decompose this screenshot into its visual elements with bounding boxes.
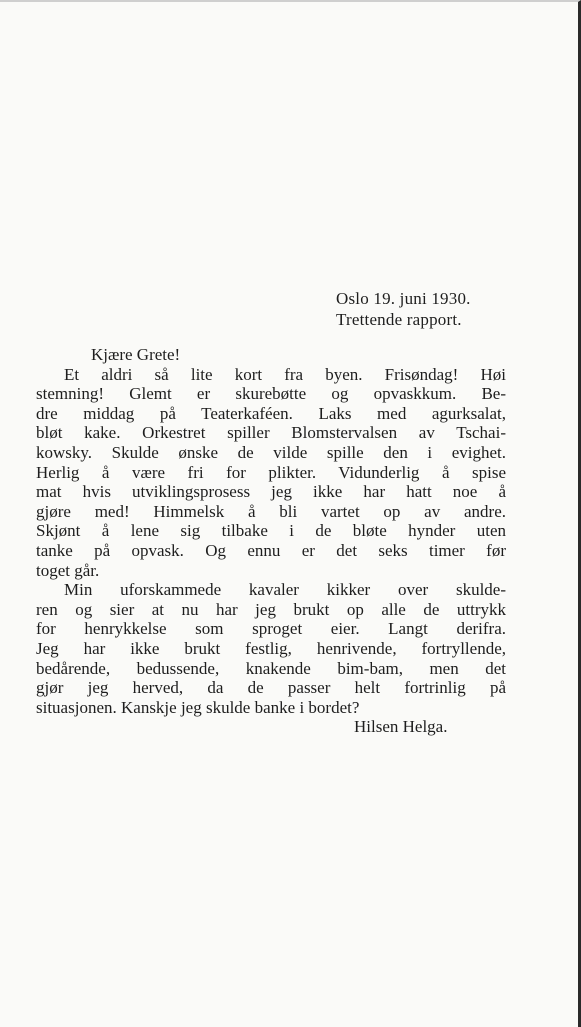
- letter-line: bedårende, bedussende, knakende bim-bam, men det: [36, 658, 506, 678]
- salutation: Kjære Grete!: [91, 345, 181, 364]
- letter-line: Et aldri så lite kort fra byen. Frisøndag! Høi: [64, 364, 506, 384]
- place-date: Oslo 19. juni 1930.: [336, 289, 471, 308]
- letter-line: dre middag på Teaterkaféen. Laks med agurksalat,: [36, 403, 506, 423]
- letter-header: [336, 288, 471, 330]
- letter-line: Skjønt å lene sig tilbake i de bløte hynder uten: [36, 521, 506, 541]
- letter-line: Herlig å være fri for plikter. Vidunderlig å spise: [36, 462, 506, 482]
- letter-line: bløt kake. Orkestret spiller Blomstervalsen av Tschai-: [36, 423, 506, 443]
- letter-line: Jeg har ikke brukt festlig, henrivende, fortryllende,: [36, 638, 506, 658]
- letter-line: gjør jeg herved, da de passer helt fortrinlig på: [36, 678, 506, 698]
- letter-line: toget går.: [36, 560, 100, 580]
- letter-line: gjøre med! Himmelsk å bli vartet op av andre.: [36, 501, 506, 521]
- letter-line: kowsky. Skulde ønske de vilde spille den i evighet.: [36, 442, 506, 462]
- letter-line: stemning! Glemt er skurebøtte og opvaskkum. Be-: [36, 384, 506, 404]
- letter-line: situasjonen. Kanskje jeg skulde banke i bordet?: [36, 697, 360, 717]
- report-number: Trettende rapport.: [336, 310, 462, 329]
- letter-line: ren og sier at nu har jeg brukt op alle de uttrykk: [36, 599, 506, 619]
- letter-text: [36, 365, 506, 718]
- letter-body: [36, 345, 506, 737]
- letter-line: mat hvis utviklingsprosess jeg ikke har hatt noe å: [36, 482, 506, 502]
- letter-line: tanke på opvask. Og ennu er det seks timer før: [36, 540, 506, 560]
- closing-signature: Hilsen Helga.: [354, 717, 448, 737]
- letter-line: Min uforskammede kavaler kikker over skulde-: [64, 580, 506, 600]
- letter-line: for henrykkelse som sproget eier. Langt derifra.: [36, 619, 506, 639]
